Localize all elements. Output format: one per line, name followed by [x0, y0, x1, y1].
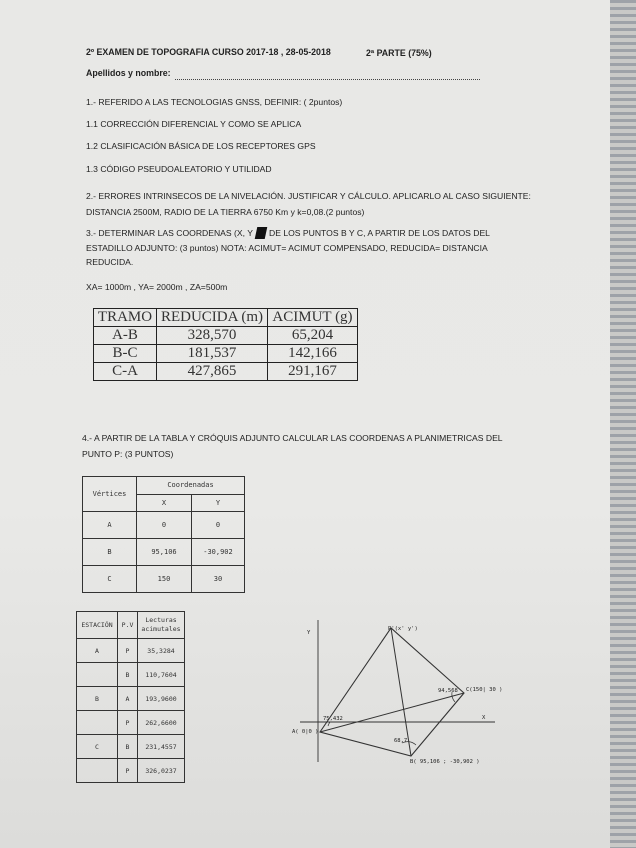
question-1: 1.- REFERIDO A LAS TECNOLOGIAS GNSS, DEFINIR: ( 2puntos) [86, 97, 343, 107]
cell: 142,166 [268, 345, 358, 363]
readings-table [76, 611, 185, 783]
header-vertices: Vértices [83, 477, 137, 512]
notebook-binding [610, 0, 636, 848]
table-row [77, 759, 185, 783]
question-3-line3: REDUCIDA. [86, 257, 134, 267]
exam-part: 2ª PARTE (75%) [366, 48, 432, 58]
cell: 35,3284 [138, 639, 185, 663]
table-row [83, 512, 245, 539]
question-1-1: 1.1 CORRECCIÓN DIFERENCIAL Y COMO SE APLICA [86, 119, 302, 129]
table-row [77, 687, 185, 711]
header-y: Y [192, 494, 245, 512]
table-header-row [77, 612, 185, 639]
header-acimut: ACIMUT (g) [268, 309, 358, 327]
cell: C [77, 735, 118, 759]
table-header-row [94, 309, 358, 327]
table-row [77, 711, 185, 735]
cell: B [77, 687, 118, 711]
line-ac [320, 693, 464, 732]
header-pv: P.V [118, 612, 138, 639]
traverse-table [93, 308, 358, 381]
sketch-diagram [290, 612, 520, 782]
angle-arc-a [328, 722, 330, 726]
question-3-line1b: DE LOS PUNTOS B Y C, A PARTIR DE LOS DATOS DEL [269, 228, 490, 238]
question-1-2: 1.2 CLASIFICACIÓN BÁSICA DE LOS RECEPTORES GPS [86, 141, 316, 151]
header-reducida: REDUCIDA (m) [157, 309, 268, 327]
cell: 181,537 [157, 345, 268, 363]
table-row [77, 639, 185, 663]
header-coordenadas: Coordenadas [137, 477, 245, 495]
header-lecturas: Lecturas acimutales [138, 612, 185, 639]
table-row [77, 735, 185, 759]
header-tramo: TRAMO [94, 309, 157, 327]
point-b-label: B( 95,106 ; -30,902 ) [410, 759, 480, 765]
header-estacion: ESTACIÓN [77, 612, 118, 639]
header-x: X [137, 494, 192, 512]
cell: 30 [192, 566, 245, 593]
cell: B-C [94, 345, 157, 363]
question-4-line2: PUNTO P: (3 PUNTOS) [82, 449, 174, 459]
cell [77, 663, 118, 687]
question-2-line1: 2.- ERRORES INTRINSECOS DE LA NIVELACIÓN. JUSTIFICAR Y CÁLCULO. APLICARLO AL CASO SIGUIENTE: [86, 191, 531, 201]
cell: A [83, 512, 137, 539]
cell: P [118, 711, 138, 735]
cell: 326,0237 [138, 759, 185, 783]
point-p-label: P'(x' y') [388, 626, 418, 632]
table-header-row [83, 477, 245, 495]
cell: 0 [137, 512, 192, 539]
angle-a-label: 75,432 [323, 716, 343, 722]
cell: 328,570 [157, 327, 268, 345]
table-row [94, 363, 358, 381]
cell: B [83, 539, 137, 566]
question-3-coords: XA= 1000m , YA= 2000m , ZA=500m [86, 282, 228, 292]
question-2-line2: DISTANCIA 2500M, RADIO DE LA TIERRA 6750 Km y k=0,08.(2 puntos) [86, 207, 365, 217]
cell: 193,9600 [138, 687, 185, 711]
exam-title: 2º EXAMEN DE TOPOGRAFIA CURSO 2017-18 , 28-05-2018 [86, 47, 331, 57]
name-label: Apellidos y nombre: [86, 68, 171, 78]
cell: 262,6600 [138, 711, 185, 735]
cell [77, 759, 118, 783]
cell: A-B [94, 327, 157, 345]
point-a-label: A( 0|0 ) [292, 729, 319, 735]
cell: P [118, 759, 138, 783]
cell: 150 [137, 566, 192, 593]
cell: A [77, 639, 118, 663]
cell: P [118, 639, 138, 663]
question-3-line2: ESTADILLO ADJUNTO: (3 puntos) NOTA: ACIMUT= ACIMUT COMPENSADO, REDUCIDA= DISTANCIA [86, 243, 488, 253]
table-row [94, 345, 358, 363]
cell: A [118, 687, 138, 711]
cell: C-A [94, 363, 157, 381]
question-4-line1: 4.- A PARTIR DE LA TABLA Y CRÓQUIS ADJUNTO CALCULAR LAS COORDENAS A PLANIMETRICAS DEL [82, 433, 503, 443]
cell: -30,902 [192, 539, 245, 566]
cell: B [118, 735, 138, 759]
table-row [83, 539, 245, 566]
cell: C [83, 566, 137, 593]
cell [77, 711, 118, 735]
coordinates-table [82, 476, 245, 593]
table-row [94, 327, 358, 345]
angle-c-label: 94,568 [438, 688, 458, 694]
cell: B [118, 663, 138, 687]
cell: 0 [192, 512, 245, 539]
cell: 110,7604 [138, 663, 185, 687]
cell: 95,106 [137, 539, 192, 566]
table-row [77, 663, 185, 687]
cell: 291,167 [268, 363, 358, 381]
line-pb [391, 628, 411, 756]
name-line [175, 79, 480, 80]
x-axis-label: X [482, 715, 486, 721]
question-3-line1a: 3.- DETERMINAR LAS COORDENAS (X, Y [86, 228, 253, 238]
cell: 231,4557 [138, 735, 185, 759]
cell: 427,865 [157, 363, 268, 381]
table-row [83, 566, 245, 593]
angle-b-label: 68,7 [394, 738, 408, 744]
cell: 65,204 [268, 327, 358, 345]
question-1-3: 1.3 CÓDIGO PSEUDOALEATORIO Y UTILIDAD [86, 164, 272, 174]
y-axis-label: Y [307, 630, 311, 636]
point-c-label: C(150| 30 ) [466, 687, 503, 693]
